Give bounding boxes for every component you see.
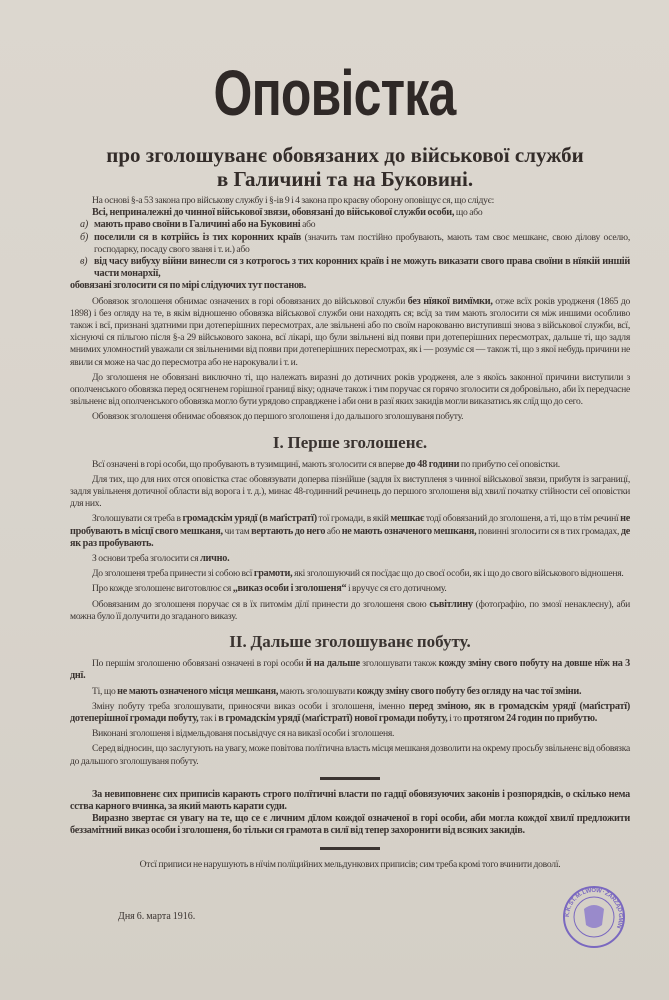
section-1 [70,459,630,623]
emphasis-text: вертають до него [251,525,326,537]
body-paragraph [70,568,630,580]
paragraph-text: мають зголошувати [278,685,357,697]
body-paragraph [70,686,630,698]
condition-tail: або [302,219,316,231]
emphasis-text: не пробувають в місцї свого мешканя, [70,513,631,537]
section-general [70,296,630,424]
body-paragraph [70,728,630,740]
paragraph-text: Зголошувати ся треба в [92,513,183,525]
emphasis-text: не мають означеного місця мешканя, [117,685,279,697]
emphasis-text: лично. [200,553,230,565]
emphasis-text: кожду зміну свого побуту без огляду на час тої зміни. [356,685,582,697]
emphasis-text: перед зміною, як в громадскім урядї (маґістратї) дотеперішної громади побуту, [70,700,630,724]
body-paragraph [70,411,630,423]
emphasis-text: не мають означеного мешканя, [341,525,477,537]
paragraph-text: Виконані зголошеня і відмельдованя посьвідчує ся на виказї особи і зголошеня. [92,728,395,740]
body-paragraph [70,658,630,682]
paragraph-text: і то [447,712,464,724]
list-marker: б) [80,231,89,243]
emphasis-text: кожду зміну свого побуту на довше нїж на 3 днї. [70,658,630,682]
paragraph-text: по прибутю сеї оповістки. [459,458,560,470]
obliged-line: обовязані зголосити ся по мірі слідуючих тут постанов. [70,280,307,292]
paragraph-text: Обовязок зголошеня обнимає обовязок до першого зголошеня і до дальшого зголошуваня побуту. [92,411,464,423]
condition-item [80,219,630,231]
emphasis-text: протягом 24 годин по прибутю. [463,712,598,724]
subtitle-line: про зголошуванє обовязаних до військової служби [106,143,584,167]
paragraph-text: отже всїх років уродженя (1865 до 1898) і без огляду на те, в якім відношеню обовязка військової служби они находять ся; всїд за тим мають зголосити ся між иншими особливо також і всї, признані здатними при дотеперішних пересмотрах, але звільнені або по своїм нарокованю виступивші знова з військової служби, всї, хіснуючі ся пільгою після §-а 29 військового закона, всї лікарі, що були звільнені від появи при дотеперішних пересмотрах, дальше ті, що задля мнимих уломностий уважали ся звільненими від появи при дотеперішних пересмотрах, як і — розуміє ся — також ті, що з якої небудь причини не явили ся може на час до пересмотра або не нарокували і т. и. [70,295,630,368]
condition-text: мають право своїни в Галичині або на Буковині [94,219,301,231]
paragraph-text: Обовязок зголошеня обнимає означених в горі обовязаних до військової служби [92,295,408,307]
paragraph-text: Обовязаним до зголошеня поручає ся в їх питомім дїлї принести до зголошеня свою [92,598,430,610]
list-marker: а) [80,219,88,231]
subtitle-line: в Галичині та на Буковині. [216,167,474,191]
lead-text: Всі, неприналежні до чинної військової звязи, обовязані до військової служби особи, [92,207,455,219]
official-stamp [562,885,626,949]
emphasis-text: до 48 години [405,458,460,470]
paragraph-text: Зміну побуту треба зголошувати, приносячи виказ особи і зголошеня, іменно [92,700,409,712]
stamp-text: K.K. ST. M. LWÓW · ZARZĄD GMIN [564,887,624,929]
body-paragraph [70,553,630,565]
body-paragraph [70,599,630,623]
condition-tail: (значить там постійно пробувають, мають там своє мешканє, свою ділову оселю, господарку, посаду свого званя і т. и.) або [94,231,630,255]
paragraph-text: Для тих, що для них отся оповістка стає обовязувати доперва пізнїйше (задля їх виступленя з чинної військової звязи, прибутя із заграницї, задля увільненя дотичної области від ворога і т. д.), минає 48-годинний речинець до першого зголошеня від хвилї початку стійности сеї оповістки для них. [70,473,630,510]
paragraph-text: Про кожде зголошенє виготовлює ся [92,583,233,595]
paragraph-text: По першім зголошеню обовязані означені в горі особи [92,658,306,670]
paragraph-text: зголошувати також [359,658,439,670]
conditions-list [70,219,630,280]
paragraph-text: Ті, що [92,685,118,697]
section-1-heading: I. Перше зголошенє. [272,432,428,452]
lead-paragraph [70,207,630,219]
condition-item [80,256,630,280]
emphasis-text: де як раз пробувають. [70,525,630,549]
poster-body [70,0,630,989]
poster-footer [70,885,630,989]
paragraph-text: повинні зголосити ся в тих громадах, [476,525,621,537]
closing-note: Отсї приписи не нарушують в нїчім полїцийних мельдункових приписів; сим треба кромі того вчинити доволї. [139,858,561,870]
emphasis-text: без нїякої вимїмки, [407,295,493,307]
body-paragraph [70,701,630,725]
issue-date: Дня 6. марта 1916. [118,910,196,922]
paragraph-text: тої громади, в якій [316,513,391,525]
warning-paragraph: Виразно звертає ся увагу на те, що се є личним дїлом кождої означеної в горі особи, аби могла кождої хвилї предложити беззамітний виказ особи і зголошеня, бо тільки ся грамота в силї від тепер захоронити від всяких закидів. [70,813,630,837]
paragraph-text: які зголошуючий ся посїдає що до своєї особи, як і що до свого військового відношеня. [292,568,624,580]
body-paragraph [70,743,630,767]
paragraph-text: Всї означені в горі особи, що пробувають в тузимщинї, мають зголосити ся вперве [92,458,406,470]
body-paragraph [70,296,630,369]
section-2 [70,658,630,768]
body-paragraph [70,474,630,511]
paragraph-text: тодї обовязаний до зголошеня, а ті, що в тім речинї [424,513,621,525]
paragraph-text: чи там [222,525,252,537]
poster-title: Оповістка [213,57,456,129]
paragraph-text: До зголошеня треба принести зі собою всї [92,568,254,580]
emphasis-text: громадскім урядї (в маґістратї) [182,513,317,525]
body-paragraph [70,513,630,550]
body-paragraph [70,583,630,595]
body-paragraph [70,459,630,471]
emphasis-text: мешкає [390,513,425,525]
condition-item [80,231,630,256]
list-marker: в) [80,256,88,268]
emphasis-text: сьвітлину [429,598,473,610]
paragraph-text: (фотоґрафію, по змозї ненаклеєну), аби можна було її долучити до згаданого виказу. [70,598,630,622]
paragraph-text: або [325,525,342,537]
emphasis-text: грамоти, [253,568,293,580]
divider [320,847,380,850]
paragraph-text: і вручує ся єго дотичному. [346,583,447,595]
paragraph-text: Серед відносин, що заслугують на увагу, може повітова полїтична власть місця мешканя дозволити на окрему просьбу звільненє від обовязка до дальшого зголошуваня побуту. [70,743,630,767]
condition-text: від часу вибуху війни винесли ся з котрогось з тих коронних країв і не можуть виказати свого права своїни в нїякій иншій части монархії, [94,256,630,280]
paragraph-text: так і [198,712,219,724]
emphasis-text: в громадскім урядї (маґістратї) нової громади побуту, [218,712,448,724]
emphasis-text: й на дальше [305,658,360,670]
paragraph-text: До зголошеня не обовязані виключно ті, що належать виразні до дотичних років уродженя, але з якоїсь законної причини виступили з ополченського обовязка перед осягненем горішної границї віку; одначе також і тим поручає ся горячо зголосити ся добровільно, аби їх передчасне звільненє від ополченського обовязка могло бути урядово справджене і аби они в разї яких закидів могли виказатись як слїд що до сего. [70,371,630,408]
divider [320,777,380,780]
emphasis-text: „виказ особи і зголошеня“ [232,583,347,595]
body-paragraph [70,372,630,409]
condition-text: поселили ся в котрійсь із тих коронних країв [94,231,302,243]
section-2-heading: II. Дальше зголошуванє побуту. [229,632,471,652]
paragraph-text: З основи треба зголосити ся [92,553,201,565]
warning-paragraph: За невиповненє сих приписів карають строго полїтичні власти по гадцї обовязуючих законів і розпорядків, о скілько нема сства карного вчинка, за який мають карати суди. [70,788,630,812]
intro-paragraph: На основі §-а 53 закона про військову службу і §-ів 9 і 4 закона про краєву оборону оповіщує ся, що слідує: [92,195,495,206]
lead-tail: що або [455,207,483,219]
